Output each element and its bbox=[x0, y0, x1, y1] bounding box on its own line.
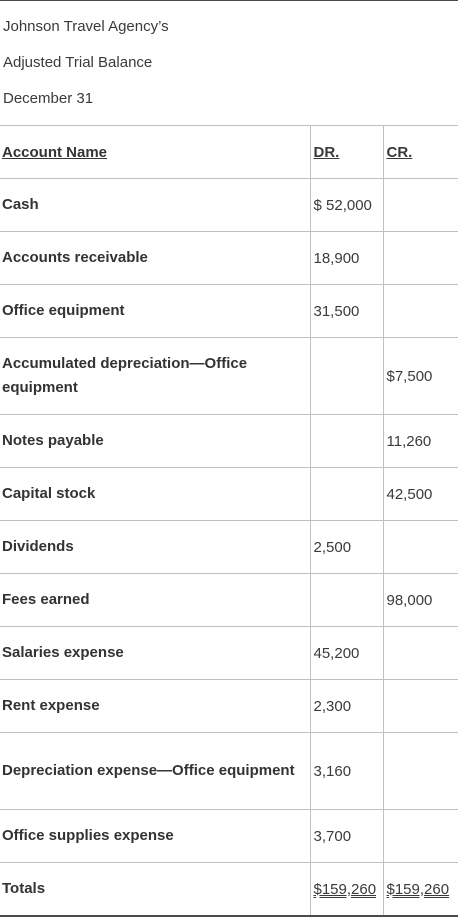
debit-amount: 3,700 bbox=[310, 810, 383, 863]
table-row bbox=[0, 810, 458, 863]
credit-amount: $7,500 bbox=[383, 338, 458, 415]
debit-amount: 18,900 bbox=[310, 232, 383, 285]
account-name: Accumulated depreciation—Office equipment bbox=[0, 338, 310, 415]
account-name: Notes payable bbox=[0, 415, 310, 468]
credit-amount: 42,500 bbox=[383, 468, 458, 521]
debit-amount bbox=[310, 415, 383, 468]
credit-amount bbox=[383, 680, 458, 733]
debit-amount bbox=[310, 468, 383, 521]
column-header-debit: DR. bbox=[310, 126, 383, 179]
debit-amount: 2,300 bbox=[310, 680, 383, 733]
column-header-account-name: Account Name bbox=[0, 126, 310, 179]
totals-label: Totals bbox=[0, 863, 310, 917]
table-row bbox=[0, 574, 458, 627]
account-name: Office equipment bbox=[0, 285, 310, 338]
account-name: Accounts receivable bbox=[0, 232, 310, 285]
account-name: Depreciation expense—Office equipment bbox=[0, 733, 310, 810]
credit-amount bbox=[383, 285, 458, 338]
credit-amount bbox=[383, 521, 458, 574]
table-row bbox=[0, 232, 458, 285]
credit-total: $159,260 bbox=[383, 863, 458, 917]
table-row bbox=[0, 627, 458, 680]
top-rule bbox=[0, 0, 458, 1]
debit-amount: $ 52,000 bbox=[310, 179, 383, 232]
column-header-credit: CR. bbox=[383, 126, 458, 179]
account-name: Office supplies expense bbox=[0, 810, 310, 863]
table-row bbox=[0, 179, 458, 232]
table-header-row bbox=[0, 126, 458, 179]
debit-amount bbox=[310, 338, 383, 415]
totals-row bbox=[0, 863, 458, 917]
credit-amount bbox=[383, 232, 458, 285]
account-name: Rent expense bbox=[0, 680, 310, 733]
table-row bbox=[0, 468, 458, 521]
statement-title: Adjusted Trial Balance bbox=[3, 54, 153, 71]
debit-amount: 45,200 bbox=[310, 627, 383, 680]
debit-amount: 2,500 bbox=[310, 521, 383, 574]
debit-total: $159,260 bbox=[310, 863, 383, 917]
table-row bbox=[0, 338, 458, 415]
credit-amount bbox=[383, 733, 458, 810]
account-name: Capital stock bbox=[0, 468, 310, 521]
account-name: Salaries expense bbox=[0, 627, 310, 680]
trial-balance-table bbox=[0, 125, 458, 917]
table-row bbox=[0, 285, 458, 338]
table-row bbox=[0, 733, 458, 810]
credit-amount: 11,260 bbox=[383, 415, 458, 468]
debit-amount: 31,500 bbox=[310, 285, 383, 338]
credit-amount bbox=[383, 627, 458, 680]
credit-amount bbox=[383, 179, 458, 232]
account-name: Dividends bbox=[0, 521, 310, 574]
debit-amount: 3,160 bbox=[310, 733, 383, 810]
credit-amount: 98,000 bbox=[383, 574, 458, 627]
table-row bbox=[0, 521, 458, 574]
account-name: Fees earned bbox=[0, 574, 310, 627]
debit-amount bbox=[310, 574, 383, 627]
table-row bbox=[0, 680, 458, 733]
statement-date: December 31 bbox=[3, 90, 94, 107]
company-name: Johnson Travel Agency’s bbox=[3, 18, 169, 35]
credit-amount bbox=[383, 810, 458, 863]
table-row bbox=[0, 415, 458, 468]
account-name: Cash bbox=[0, 179, 310, 232]
